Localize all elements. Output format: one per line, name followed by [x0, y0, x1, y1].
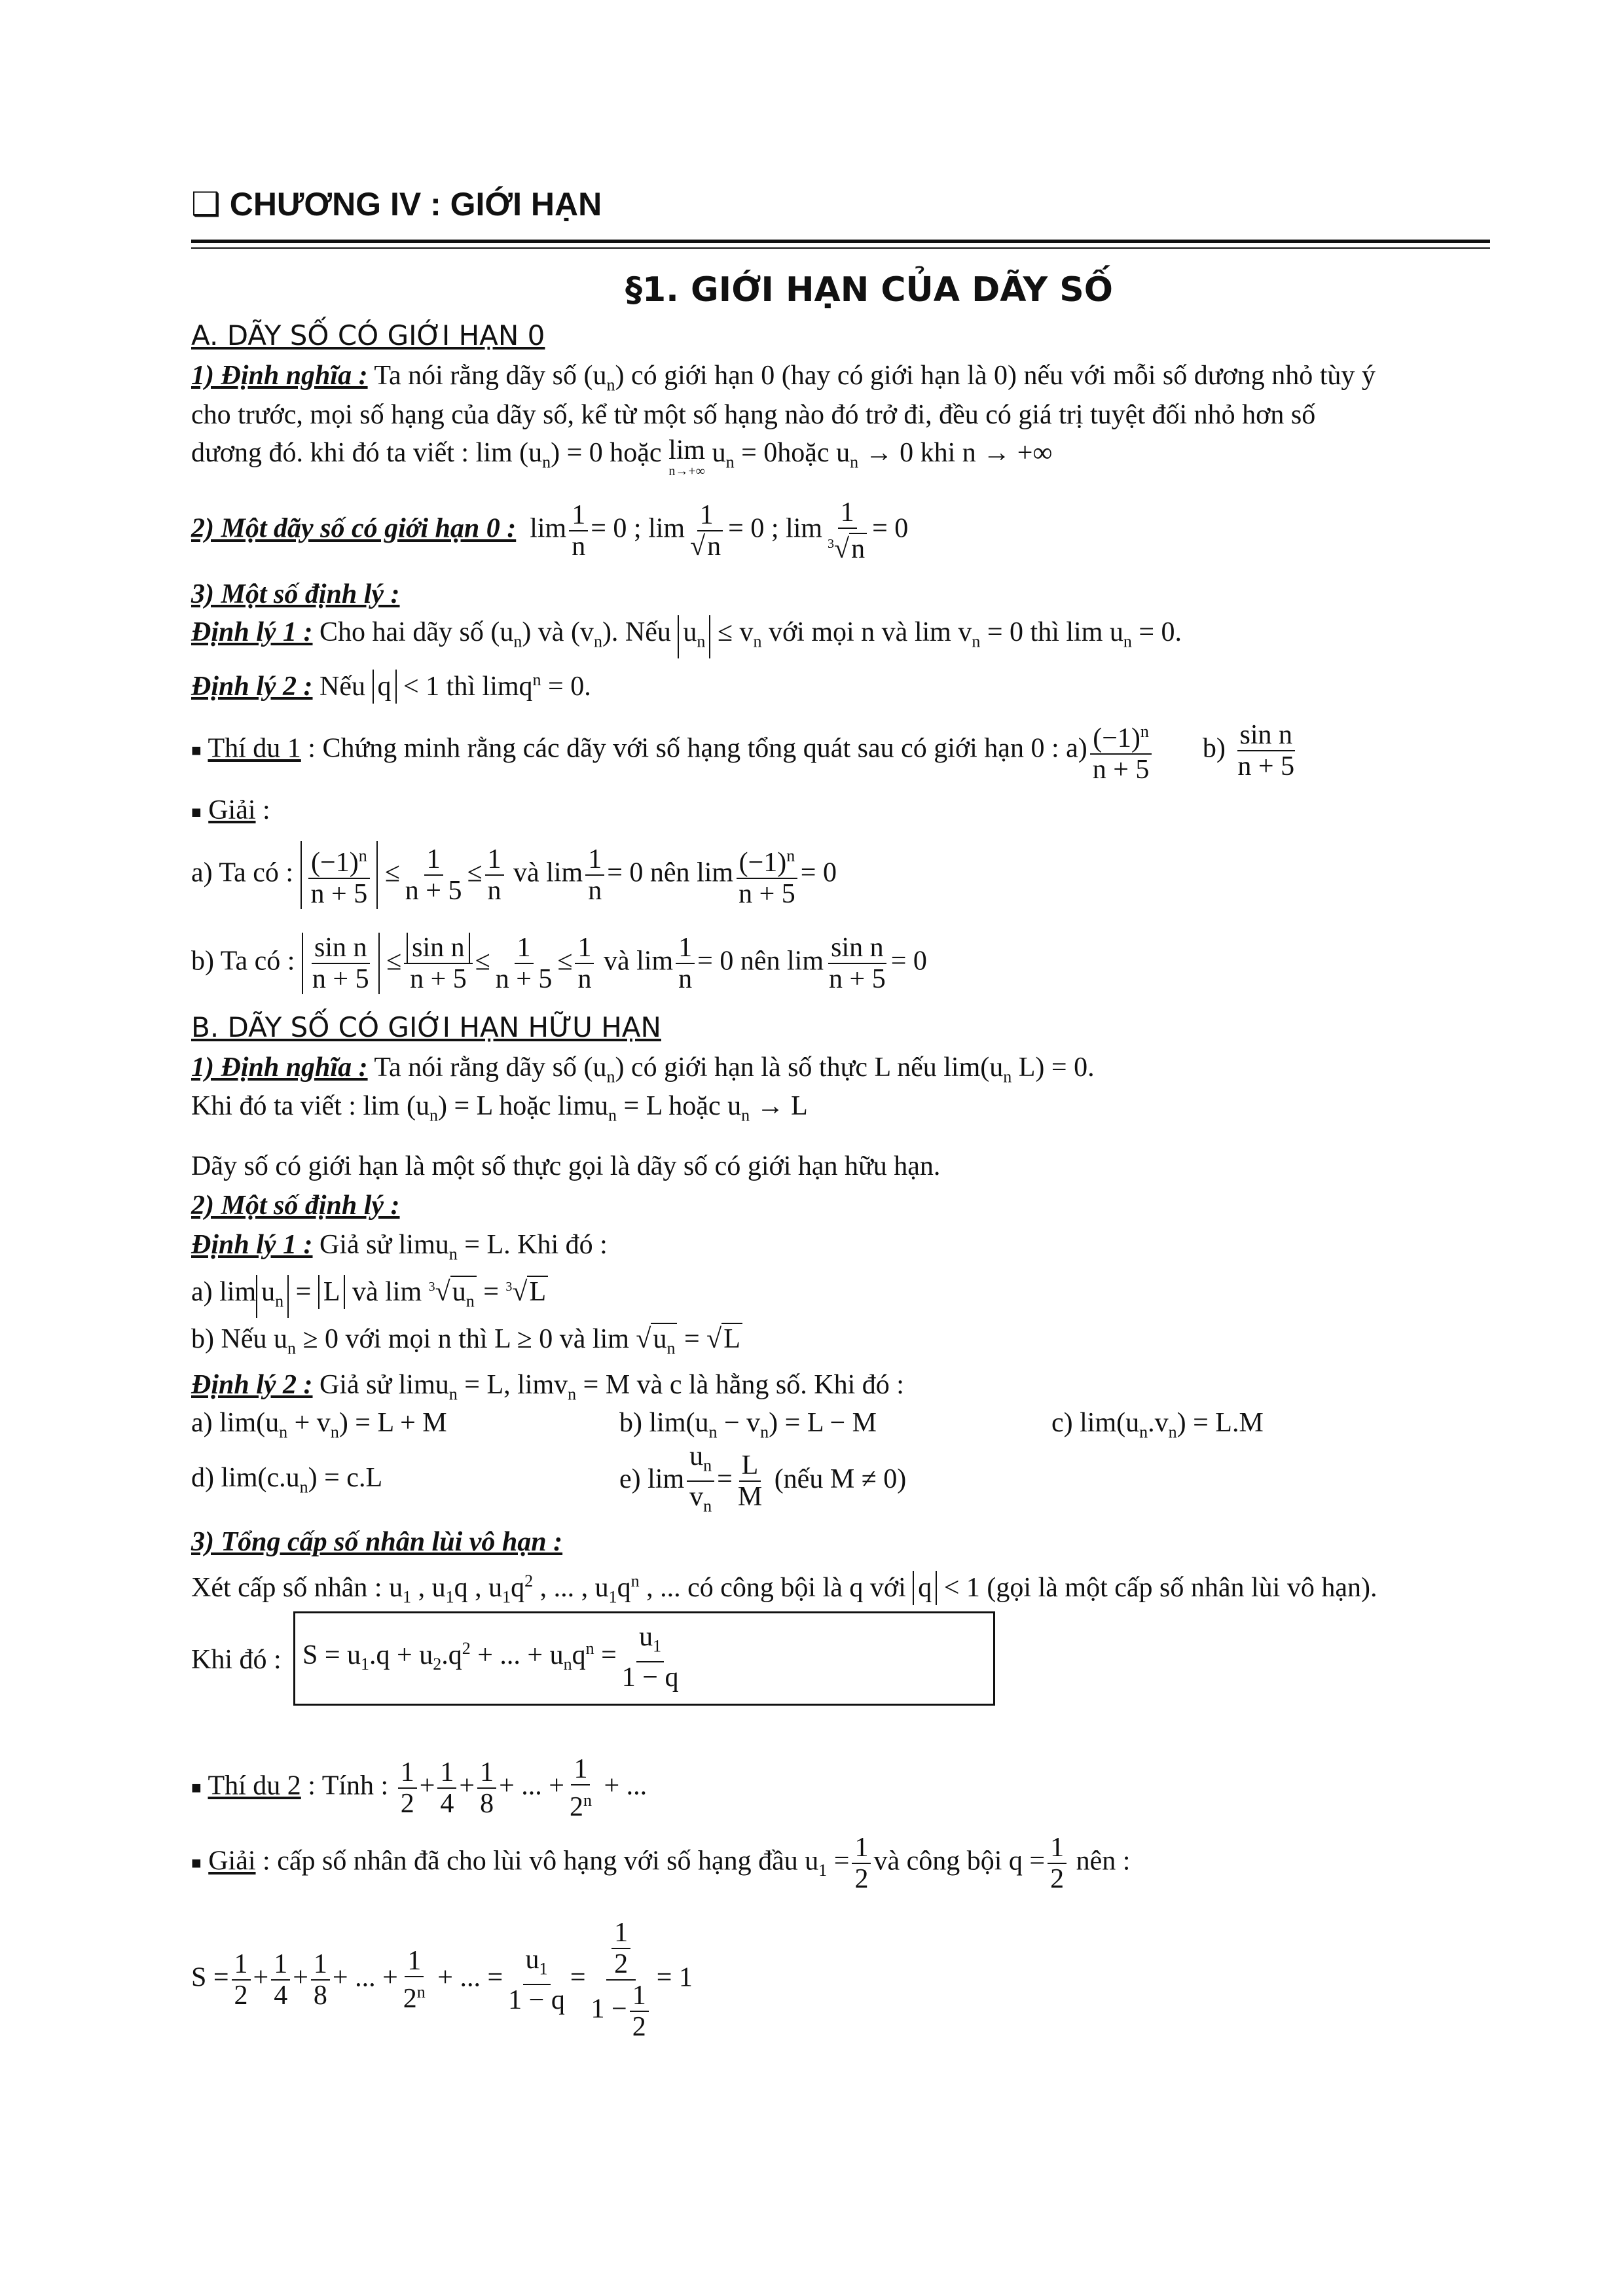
geometric-series-line: Xét cấp số nhân : $u_1$ , $u_1q$ , $u_1q^2$ , ... , $u_1q^n$ , ... có công bội là q với q < 1 (gọi là một cấp số nhân lùi vô hạn).	[191, 1571, 1377, 1607]
part-a-def-line1: 1) Định nghĩa : Ta nói rằng dãy số $(u_n)$ có giới hạn 0 (hay có giới hạn là 0) nếu với mỗi số dương nhỏ tùy ý	[191, 361, 1376, 395]
part-a-def-line2: cho trước, mọi số hạng của dãy số, kể từ một số hạng nào đó trở đi, đều có giá trị tuyệt đối nhỏ hơn số	[191, 400, 1316, 430]
part-a-item2: 2) Một dãy số có giới hạn 0 : lim $\frac{1}{n}$ = 0 ; lim $\frac{1}{√n}$ = 0 ; lim $\frac{1}{^3√n}$ = 0	[191, 497, 909, 564]
rule-thin	[191, 247, 1490, 249]
part-b-thm2-b: b) $\lim(u_n - v_n) = L - M$	[619, 1408, 877, 1442]
part-b-heading: B. DÃY SỐ CÓ GIỚI HẠN HỮU HẠN	[191, 1011, 661, 1043]
part-b-write: Khi đó ta viết : $\lim (u_n) = L$ hoặc limu$_n$ = L hoặc $u_n \to L$	[191, 1091, 808, 1125]
part-a-thm2: Định lý 2 : Nếu q < 1 thì limq$^n$ = 0.	[191, 663, 591, 704]
example-1: ■ Thí du 1 : Chứng minh rằng các dãy với số hạng tổng quát sau có giới hạn 0 : a) $\frac{(-1)^n}{n + 5}$ b) $\frac{\text{sin n}}{n + 5}$	[191, 717, 1300, 785]
part-b-thm2-e: e) lim $\frac{u_n}{v_n}$ = $\frac{L}{M}$ (nếu M ≠ 0)	[619, 1441, 907, 1516]
chapter-title: ❑ CHƯƠNG IV : GIỚI HẠN	[191, 186, 602, 223]
rule-thick	[191, 240, 1490, 243]
part-a-item3: 3) Một số định lý :	[191, 579, 400, 609]
part-a-heading: A. DÃY SỐ CÓ GIỚI HẠN 0	[191, 319, 545, 351]
part-b-item2: 2) Một số định lý :	[191, 1191, 400, 1221]
part-b-thm2-d: d) $\lim(c.u_n) = c.L$	[191, 1463, 383, 1497]
example-2: ■ Thí du 2 : Tính : $\frac{1}{2}$ + $\frac{1}{4}$ + $\frac{1}{8}$ + ... + $\frac{1}{2^n}$ + ...	[191, 1754, 647, 1822]
part-b-thm1: Định lý 1 : Giả sử limu$_n$ = L. Khi đó :	[191, 1230, 608, 1264]
khi-do-label: Khi đó :	[191, 1645, 282, 1675]
part-a-thm1: Định lý 1 : Cho hai dãy số $(u_n)$ và $(v_n)$. Nếu $u_n \le v_n$ với mọi n và $\lim v_n = 0$ thì $\lim u_n = 0$.	[191, 615, 1182, 658]
part-b-thm1-b: b) Nếu $u_n \ge 0$ với mọi n thì L ≥ 0 và $\lim √u_n = √L$	[191, 1322, 742, 1365]
part-b-def: 1) Định nghĩa : Ta nói rằng dãy số $(u_n)$ có giới hạn là số thực L nếu $\lim(u_n$ L) = 0.	[191, 1052, 1095, 1086]
part-b-thm2-c: c) $\lim(u_n.v_n) = L.M$	[1051, 1408, 1264, 1442]
part-b-item3: 3) Tổng cấp số nhân lùi vô hạn :	[191, 1527, 563, 1557]
part-b-finite: Dãy số có giới hạn là một số thực gọi là dãy số có giới hạn hữu hạn.	[191, 1151, 941, 1181]
part-b-thm1-a: a) $\lim u_n = L$ và $\lim ^3√u_n = ^3√L$	[191, 1270, 548, 1318]
section-title: §1. GIỚI HẠN CỦA DÃY SỐ	[625, 270, 1113, 310]
solution-1b: b) Ta có : $\frac{\text{sin n}}{n + 5}$ ≤ $\frac{\text{sin n}}{n + 5}$ ≤ $\frac{1}{n + 5}$ ≤ $\frac{1}{n}$ và lim $\frac{1}{n}$ = 0 nên lim $\frac{\text{sin n}}{n + 5}$ = 0	[191, 933, 927, 994]
part-a-def-line3: dương đó. khi đó ta viết : $\lim (u_n) = 0$ hoặc lim n→+∞ $u_n$ = 0hoặc $u_n \to 0$ khi n → +∞	[191, 435, 1053, 478]
solution-2: ■ Giải : cấp số nhân đã cho lùi vô hạng với số hạng đầu $u_1$ = $\frac{1}{2}$ và công bội q = $\frac{1}{2}$ nên :	[191, 1833, 1131, 1894]
part-b-thm2-a: a) $\lim(u_n + v_n) = L + M$	[191, 1408, 447, 1442]
sum-formula: $S = u_1.q + u_2.q^2$ + ... + $u_nq^n$ = $\frac{u_1}{1 - q}$	[302, 1622, 679, 1693]
solution-1a: a) Ta có : $\frac{(-1)^n}{n + 5}$ ≤ $\frac{1}{n + 5}$ ≤ $\frac{1}{n}$ và lim $\frac{1}{n}$ = 0 nên lim $\frac{(-1)^n}{n + 5}$ = 0	[191, 841, 837, 909]
solution-2-result: S = $\frac{1}{2}$ + $\frac{1}{4}$ + $\frac{1}{8}$ + ... + $\frac{1}{2^n}$ + ... = $\frac{u_1}{1 - q}$ = $\frac{1}{2}$ 1 − $\frac{1}{2}$ = 1	[191, 1918, 693, 2042]
part-b-thm2: Định lý 2 : Giả sử limu$_n$ = L, limv$_n$ = M và c là hằng số. Khi đó :	[191, 1370, 904, 1404]
solution-1-label: ■ Giải :	[191, 795, 270, 825]
